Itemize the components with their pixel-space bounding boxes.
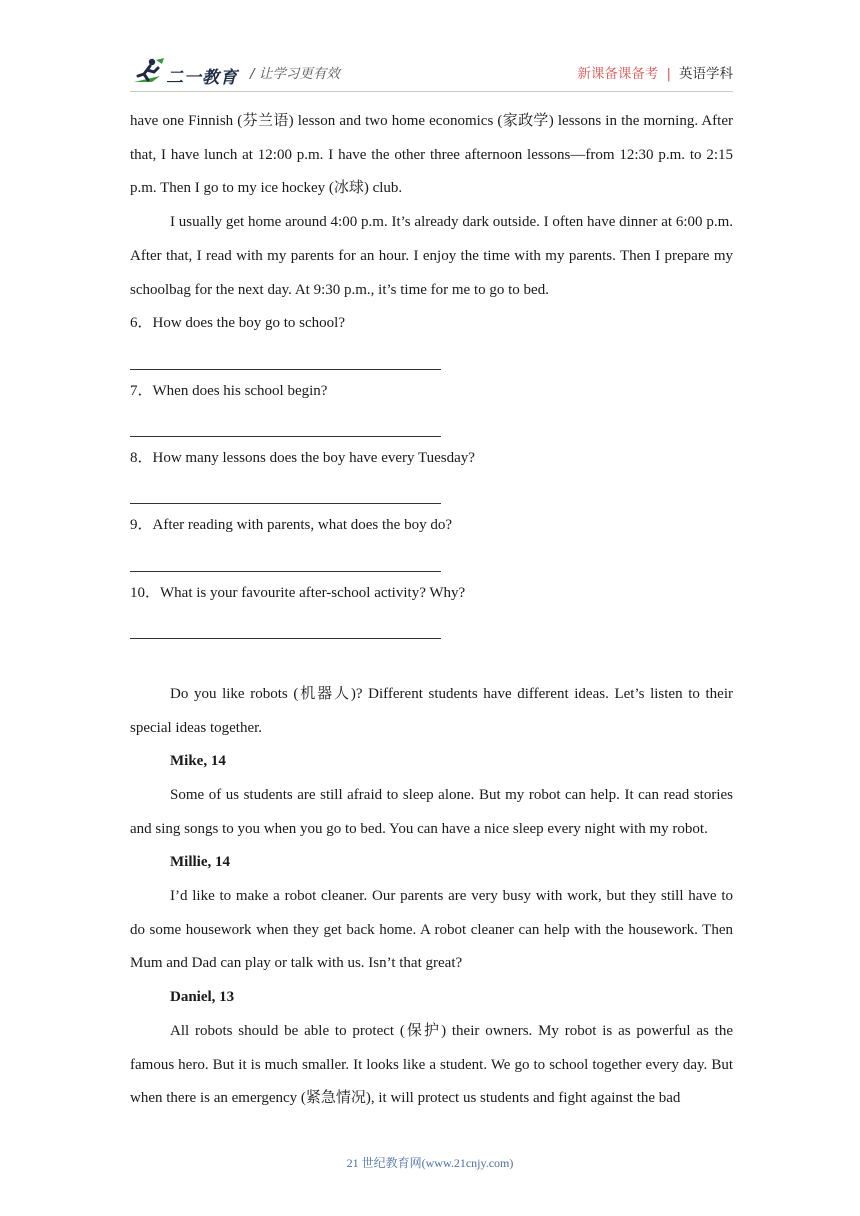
question-7: 7．When does his school begin?	[130, 382, 328, 399]
millie-paragraph: I’d like to make a robot cleaner. Our parents are very busy with work, but they still have to do some housework when they get back home. A robot cleaner can help with the housework. Then Mum and Dad can play or talk with us. Isn’t that great?	[130, 888, 733, 972]
speaker-millie: Millie, 14	[170, 854, 230, 871]
question-10: 10．What is your favourite after-school activity? Why?	[130, 584, 466, 601]
robot-intro: Do you like robots (机器人)? Different students have different ideas. Let’s listen to their special ideas together.	[130, 685, 733, 736]
question-6: 6．How does the boy go to school?	[130, 315, 345, 332]
answer-line-6[interactable]	[130, 341, 733, 375]
runner-logo-icon	[130, 56, 170, 88]
header-separator: |	[666, 66, 671, 82]
question-8: 8．How many lessons does the boy have every Tuesday?	[130, 450, 475, 466]
page-header	[130, 52, 733, 92]
speaker-daniel: Daniel, 13	[170, 989, 235, 1006]
answer-line-9[interactable]	[130, 543, 733, 577]
mike-paragraph: Some of us students are still afraid to sleep alone. But my robot can help. It can read stories and sing songs to you when you go to bed. You can have a nice sleep every night with my robot.	[130, 786, 733, 837]
page-footer: 21 世纪教育网(www.21cnjy.com)	[346, 1156, 514, 1170]
answer-line-10[interactable]	[130, 610, 733, 644]
speaker-mike: Mike, 14	[170, 753, 226, 770]
document-body	[130, 105, 733, 1116]
logo-text: 二一教育	[166, 68, 238, 88]
header-right	[577, 62, 733, 82]
answer-line-7[interactable]	[130, 408, 733, 442]
question-9: 9．After reading with parents, what does the boy do?	[130, 517, 452, 534]
daniel-paragraph: All robots should be able to protect (保护) their owners. My robot is as powerful as the famous hero. But it is much smaller. It looks like a student. We go to school together every day. But when there is an emergency (紧急情况), it will protect us students and fight against the bad	[130, 1022, 733, 1107]
slogan: / 让学习更有效	[250, 66, 340, 82]
logo	[130, 56, 242, 88]
header-label-subject: 英语学科	[679, 66, 733, 82]
section-gap	[130, 644, 733, 678]
paragraph-schedule-continued: have one Finnish (芬兰语) lesson and two home economics (家政学) lessons in the morning. After that, I have lunch at 12:00 p.m. I have the other three afternoon lessons—from 12:30 p.m. to 2:15 p.m. Then I go to my ice hockey (冰球) club.	[130, 113, 733, 197]
answer-line-8[interactable]	[130, 476, 733, 510]
header-divider	[130, 91, 733, 92]
paragraph-evening: I usually get home around 4:00 p.m. It’s already dark outside. I often have dinner at 6:00 p.m. After that, I read with my parents for an hour. I enjoy the time with my parents. Then I prepare my schoolbag for the next day. At 9:30 p.m., it’s time for me to go to bed.	[130, 214, 733, 298]
header-label-prep: 新课备课备考	[577, 66, 659, 82]
